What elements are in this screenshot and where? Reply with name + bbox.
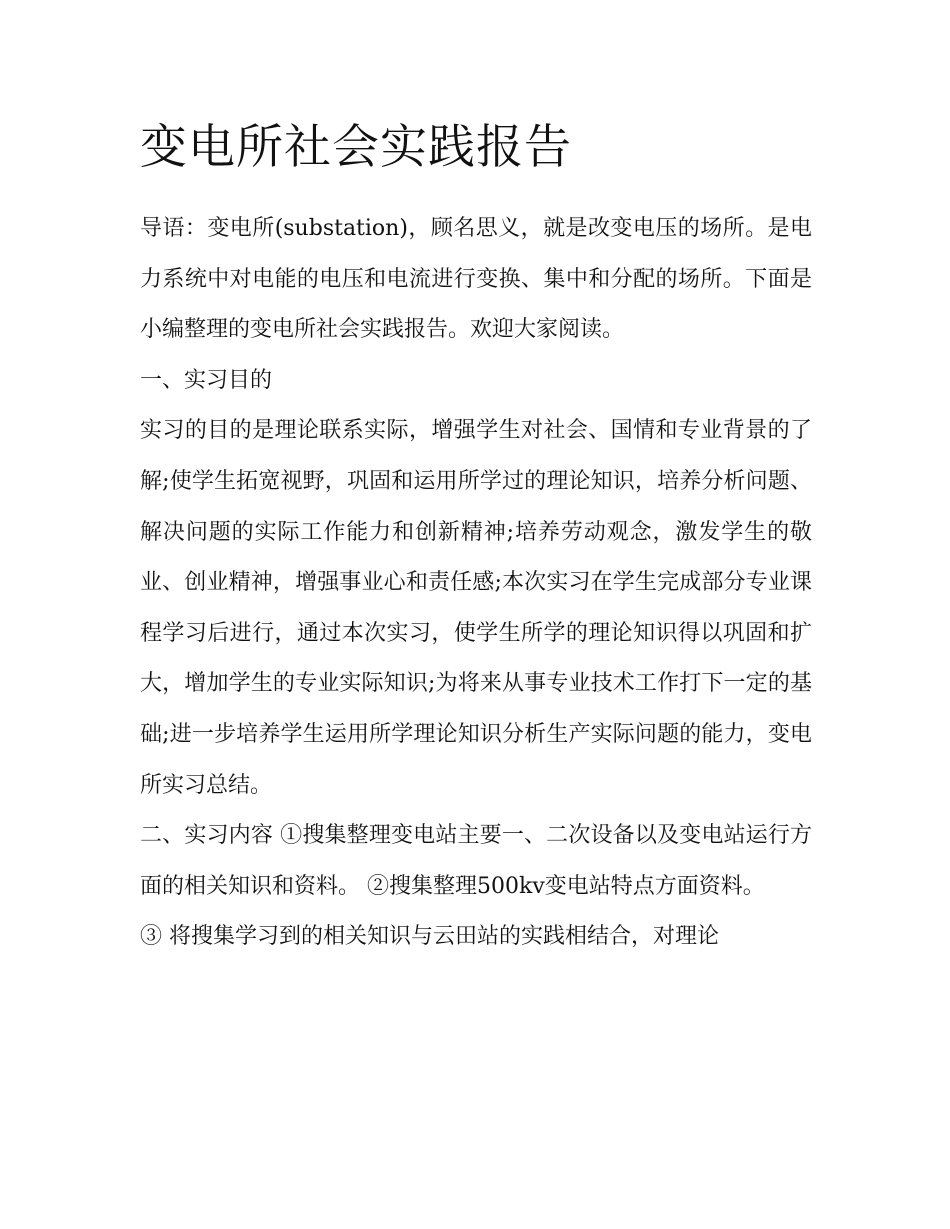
purpose-paragraph: 实习的目的是理论联系实际，增强学生对社会、国情和专业背景的了解;使学生拓宽视野，巩固和运用所学过的理论知识，培养分析问题、解决问题的实际工作能力和创新精神;培养劳动观念，激发学生的敬业、创业精神，增强事业心和责任感;本次实习在学生完成部分专业课程学习后进行，通过本次实习，使学生所学的理论知识得以巩固和扩大，增加学生的专业实际知识;为将来从事专业技术工作打下一定的基础;进一步培养学生运用所学理论知识分析生产实际问题的能力，变电所实习总结。 xyxy=(140,418,812,798)
intro-paragraph: 导语：变电所(substation)，顾名思义，就是改变电压的场所。是电力系统中对电能的电压和电流进行变换、集中和分配的场所。下面是小编整理的变电所社会实践报告。欢迎大家阅读。 xyxy=(140,216,812,343)
section-heading-purpose: 一、实习目的 xyxy=(140,367,273,393)
content-paragraph-continued: ③ 将搜集学习到的相关知识与云田站的实践相结合，对理论 xyxy=(140,924,719,950)
content-paragraph: 二、实习内容 ①搜集整理变电站主要一、二次设备以及变电站运行方面的相关知识和资料。 ②搜集整理500kv变电站特点方面资料。 xyxy=(140,823,812,899)
document-page xyxy=(140,112,812,963)
document-title: 变电所社会实践报告 xyxy=(140,120,572,175)
